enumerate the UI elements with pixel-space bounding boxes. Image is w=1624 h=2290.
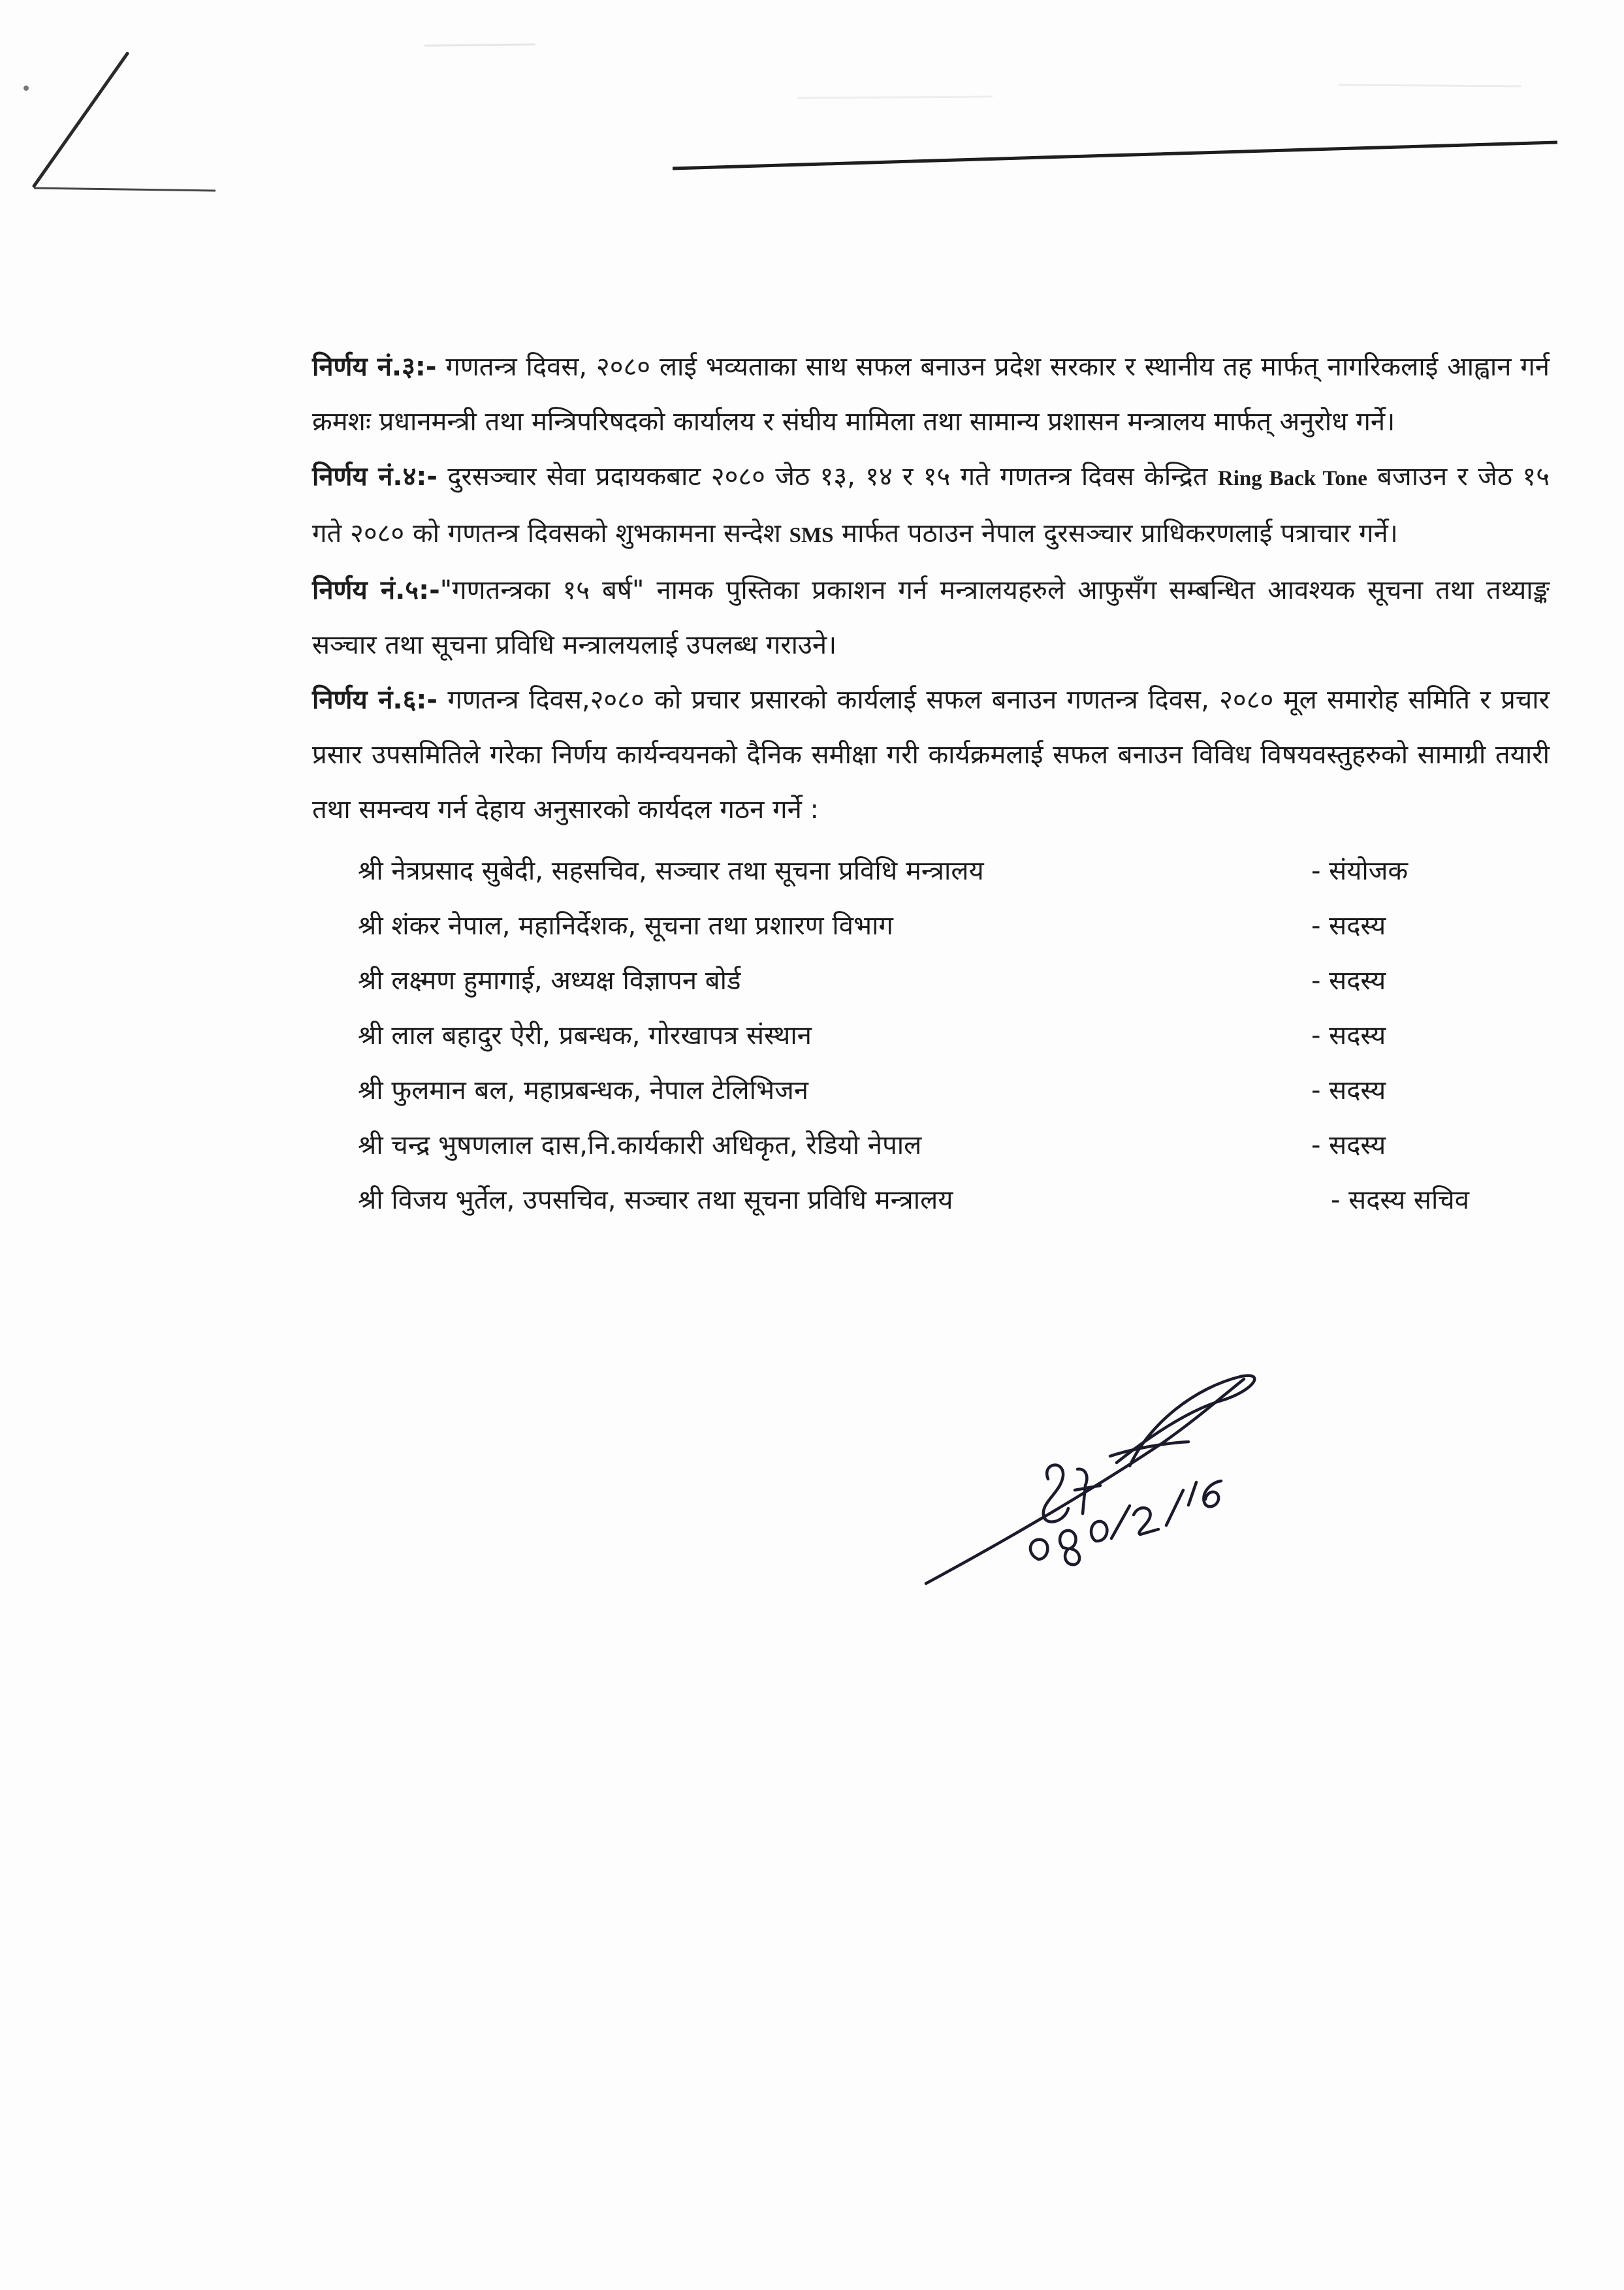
decision-5-label: निर्णय नं.५:-: [312, 575, 440, 605]
member-role: - सदस्य सचिव: [1331, 1185, 1469, 1215]
decision-4-text-middle: बजाउन र जेठ १५ गते २०८० को गणतन्त्र दिवसको शुभकामना सन्देश: [312, 462, 1550, 549]
member-row: [358, 899, 1507, 953]
left-header-line: [34, 188, 215, 191]
ring-back-tone-text: Ring Back Tone: [1217, 467, 1367, 490]
sms-text: SMS: [789, 524, 834, 547]
decision-5: [312, 563, 1550, 673]
member-row: [358, 1173, 1507, 1228]
member-name: श्री विजय भुर्तेल, उपसचिव, सञ्चार तथा सूचना प्रविधि मन्त्रालय: [358, 1185, 953, 1215]
member-row: [358, 1118, 1507, 1173]
decision-6: [312, 673, 1550, 837]
member-role: - सदस्य: [1311, 1075, 1386, 1105]
decision-3-label: निर्णय नं.३:-: [312, 352, 437, 382]
member-role: - संयोजक: [1311, 856, 1409, 886]
decision-content: [312, 340, 1550, 1228]
decision-4-text-after: मार्फत पठाउन नेपाल दुरसञ्चार प्राधिकरणलाई पत्राचार गर्ने।: [833, 518, 1398, 549]
member-role: - सदस्य: [1311, 1021, 1386, 1051]
member-row: [358, 844, 1507, 899]
member-name: श्री नेत्रप्रसाद सुबेदी, सहसचिव, सञ्चार तथा सूचना प्रविधि मन्त्रालय: [358, 856, 984, 886]
decision-4: [312, 449, 1550, 563]
member-name: श्री चन्द्र भुषणलाल दास,नि.कार्यकारी अधिकृत, रेडियो नेपाल: [358, 1130, 922, 1160]
decision-4-label: निर्णय नं.४:-: [312, 462, 438, 492]
member-row: [358, 1008, 1507, 1063]
member-name: श्री लक्ष्मण हुमागाई, अध्यक्ष विज्ञापन बोर्ड: [358, 966, 741, 996]
task-force-members-list: [358, 844, 1507, 1228]
decision-5-text: "गणतन्त्रका १५ बर्ष" नामक पुस्तिका प्रकाशन गर्न मन्त्रालयहरुले आफुसँग सम्बन्धित आवश्यक सूचना तथा तथ्याङ्क सञ्चार तथा सूचना प्रविधि मन्त्रालयलाई उपलब्ध गराउने।: [312, 575, 1550, 660]
member-row: [358, 1063, 1507, 1118]
decision-6-label: निर्णय नं.६:-: [312, 685, 438, 715]
member-role: - सदस्य: [1311, 966, 1386, 996]
member-role: - सदस्य: [1311, 911, 1386, 941]
decision-3-text: गणतन्त्र दिवस, २०८० लाई भव्यताका साथ सफल बनाउन प्रदेश सरकार र स्थानीय तह मार्फत् नागरिकलाई आह्वान गर्न क्रमशः प्रधानमन्त्री तथा मन्त्रिपरिषदको कार्यालय र संघीय मामिला तथा सामान्य प्रशासन मन्त्रालय मार्फत् अनुरोध गर्ने।: [312, 352, 1550, 437]
decision-6-text: गणतन्त्र दिवस,२०८० को प्रचार प्रसारको कार्यलाई सफल बनाउन गणतन्त्र दिवस, २०८० मूल समारोह समिति र प्रचार प्रसार उपसमितिले गरेका निर्णय कार्यन्वयनको दैनिक समीक्षा गरी कार्यक्रमलाई सफल बनाउन विविध विषयवस्तुहरुको सामाग्री तयारी तथा समन्वय गर्न देहाय अनुसारको कार्यदल गठन गर्ने :: [312, 685, 1550, 825]
scan-header-marks: [0, 0, 1624, 261]
decision-4-text-before: दुरसञ्चार सेवा प्रदायकबाट २०८० जेठ १३, १४ र १५ गते गणतन्त्र दिवस केन्द्रित: [438, 462, 1218, 492]
member-name: श्री फुलमान बल, महाप्रबन्धक, नेपाल टेलिभिजन: [358, 1075, 809, 1105]
handwritten-signature: [914, 1352, 1280, 1600]
member-role: - सदस्य: [1311, 1130, 1386, 1160]
member-row: [358, 953, 1507, 1008]
right-header-rule: [673, 142, 1557, 168]
diagonal-pen-stroke: [34, 54, 127, 186]
member-name: श्री लाल बहादुर ऐरी, प्रबन्धक, गोरखापत्र संस्थान: [358, 1021, 812, 1051]
decision-3: [312, 340, 1550, 449]
member-name: श्री शंकर नेपाल, महानिर्देशक, सूचना तथा प्रशारण विभाग: [358, 911, 893, 941]
